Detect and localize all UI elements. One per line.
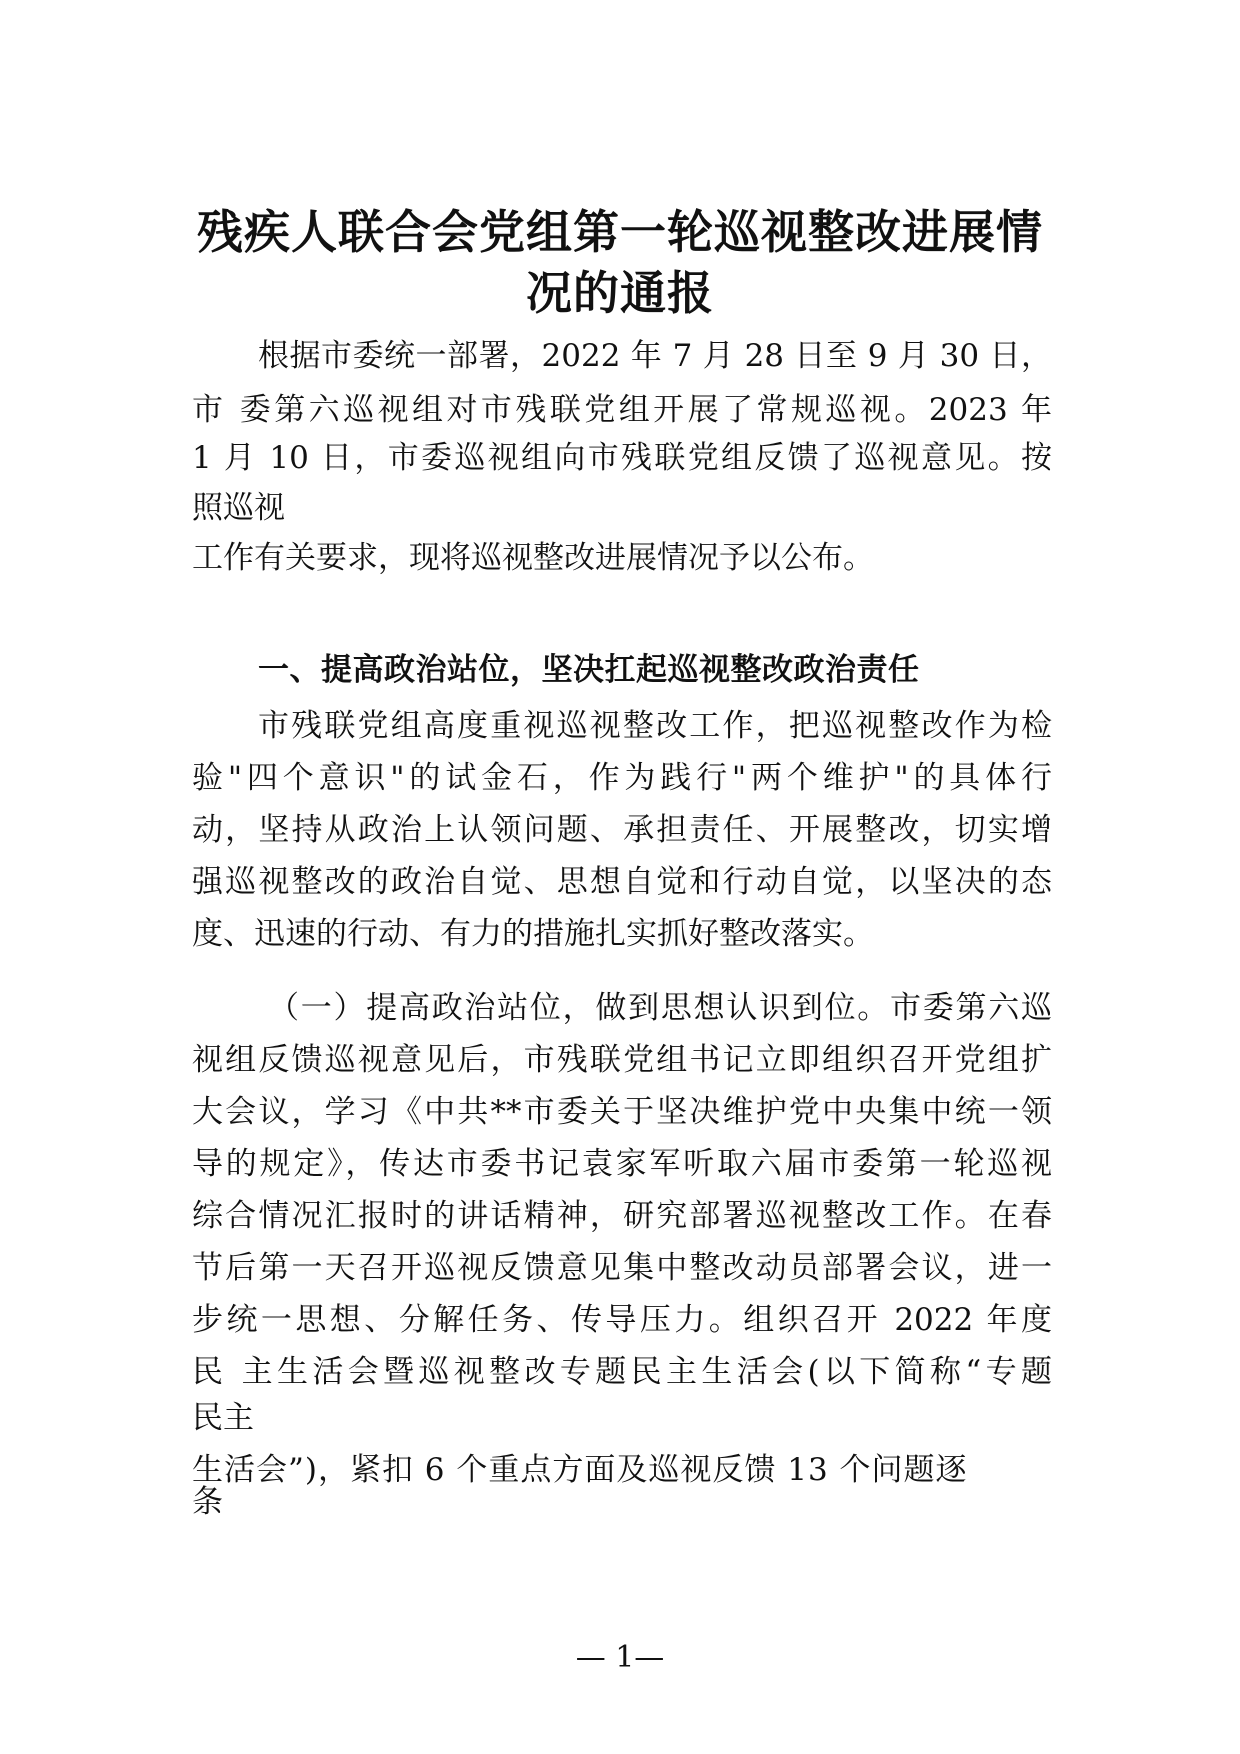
subsection-1-line-4: 导的规定》，传达市委书记袁家军听取六届市委第一轮巡视 — [192, 1146, 1052, 1182]
intro-line-2: 市 委第六巡视组对市残联党组开展了常规巡视。2023 年 — [192, 392, 1052, 428]
document-title-line-2: 况的通报 — [526, 266, 714, 320]
subsection-1-line-2: 视组反馈巡视意见后，市残联党组书记立即组织召开党组扩 — [192, 1042, 1052, 1078]
subsection-1-line-3: 大会议，学习《中共**市委关于坚决维护党中央集中统一领 — [192, 1094, 1052, 1130]
intro-line-1: 根据市委统一部署，2022 年 7 月 28 日至 9 月 30 日， — [258, 338, 1052, 374]
section-1-line-2: 验"四个意识"的试金石，作为践行"两个维护"的具体行 — [192, 760, 1052, 796]
subsection-1-line-9: 民主 — [192, 1400, 254, 1436]
page-number: — 1— — [575, 1640, 665, 1675]
subsection-1-line-11: 条 — [192, 1484, 223, 1520]
subsection-1-line-1: （一）提高政治站位，做到思想认识到位。市委第六巡 — [268, 990, 1052, 1026]
subsection-1-line-10: 生活会”)，紧扣 6 个重点方面及巡视反馈 13 个问题逐 — [192, 1452, 968, 1488]
section-1-line-4: 强巡视整改的政治自觉、思想自觉和行动自觉，以坚决的态 — [192, 864, 1052, 900]
section-1-line-5: 度、迅速的行动、有力的措施扎实抓好整改落实。 — [192, 916, 874, 952]
section-1-line-3: 动，坚持从政治上认领问题、承担责任、开展整改，切实增 — [192, 812, 1052, 848]
intro-line-5: 工作有关要求，现将巡视整改进展情况予以公布。 — [192, 540, 874, 576]
document-title-line-1: 残疾人联合会党组第一轮巡视整改进展情 — [197, 205, 1043, 259]
subsection-1-line-7: 步统一思想、分解任务、传导压力。组织召开 2022 年度 — [192, 1302, 1052, 1338]
subsection-1-line-8: 民 主生活会暨巡视整改专题民主生活会(以下简称“专题 — [192, 1354, 1052, 1390]
intro-line-4: 照巡视 — [192, 490, 285, 526]
intro-line-3: 1 月 10 日，市委巡视组向市残联党组反馈了巡视意见。按 — [192, 440, 1052, 476]
subsection-1-line-5: 综合情况汇报时的讲话精神，研究部署巡视整改工作。在春 — [192, 1198, 1052, 1234]
section-1-heading: 一、提高政治站位，坚决扛起巡视整改政治责任 — [258, 652, 920, 688]
subsection-1-line-6: 节后第一天召开巡视反馈意见集中整改动员部署会议，进一 — [192, 1250, 1052, 1286]
section-1-line-1: 市残联党组高度重视巡视整改工作，把巡视整改作为检 — [258, 708, 1052, 744]
